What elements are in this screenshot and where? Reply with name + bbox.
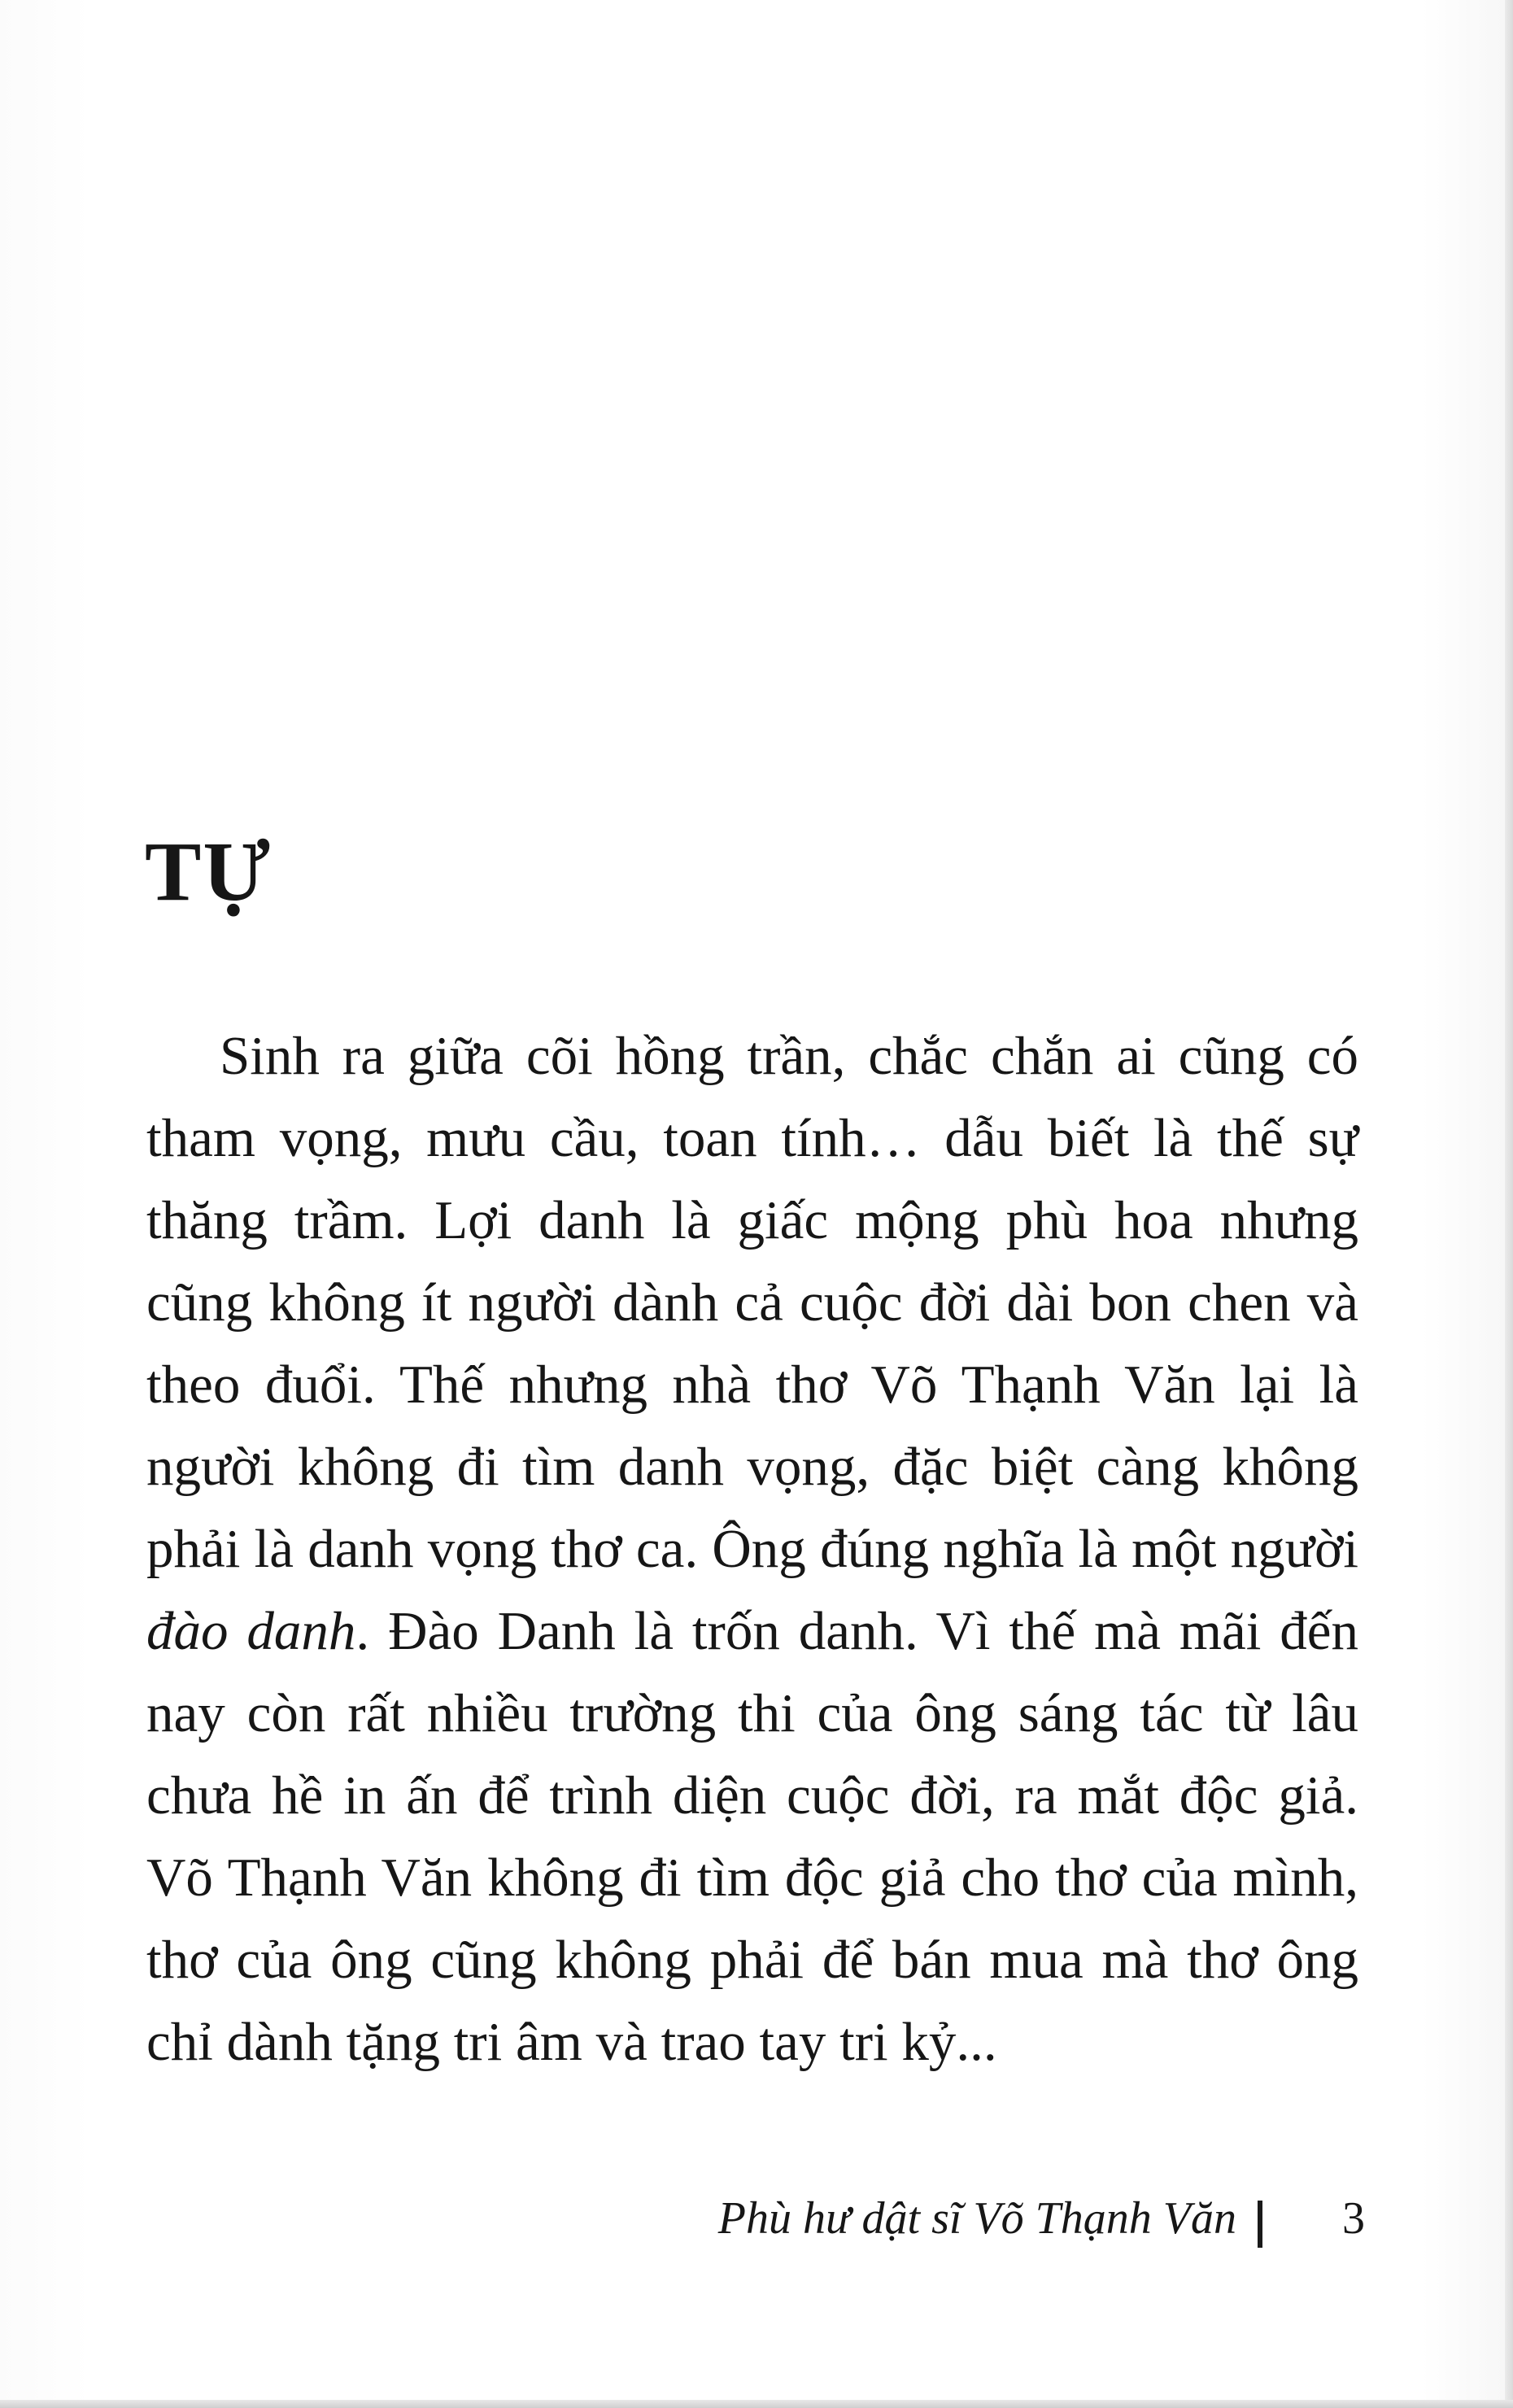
running-footer-title: Phù hư dật sĩ Võ Thạnh Văn — [717, 2193, 1236, 2244]
section-heading: TỰ — [145, 825, 273, 918]
paragraph-text-part2: . Đào Danh là trốn danh. Vì thế mà mãi đến nay còn rất nhiều trường thi của ông sáng tác từ lâu chưa hề in ấn để trình diện cuộc đời, ra mắt độc giả. Võ Thạnh Văn không đi tìm độc giả cho thơ của mình, thơ của ông cũng không phải để bán mua mà thơ ông chỉ dành tặng tri âm và trao tay tri kỷ... — [146, 1601, 1359, 2072]
page-footer — [0, 2184, 1513, 2258]
footer-divider — [1258, 2201, 1262, 2248]
page-bottom-edge — [0, 2400, 1513, 2408]
body-text — [146, 1015, 1358, 2083]
paragraph — [146, 1015, 1358, 2083]
page-number: 3 — [1342, 2193, 1365, 2244]
paragraph-text-part1: Sinh ra giữa cõi hồng trần, chắc chắn ai cũng có tham vọng, mưu cầu, toan tính… dẫu biết là thế sự thăng trầm. Lợi danh là giấc mộng phù hoa nhưng cũng không ít người dành cả cuộc đời dài bon chen và theo đuổi. Thế nhưng nhà thơ Võ Thạnh Văn lại là người không đi tìm danh vọng, đặc biệt càng không phải là danh vọng thơ ca. Ông đúng nghĩa là một người — [146, 1026, 1358, 1579]
page-right-edge — [1505, 0, 1513, 2408]
paragraph-emphasis: đào danh — [146, 1601, 356, 1661]
